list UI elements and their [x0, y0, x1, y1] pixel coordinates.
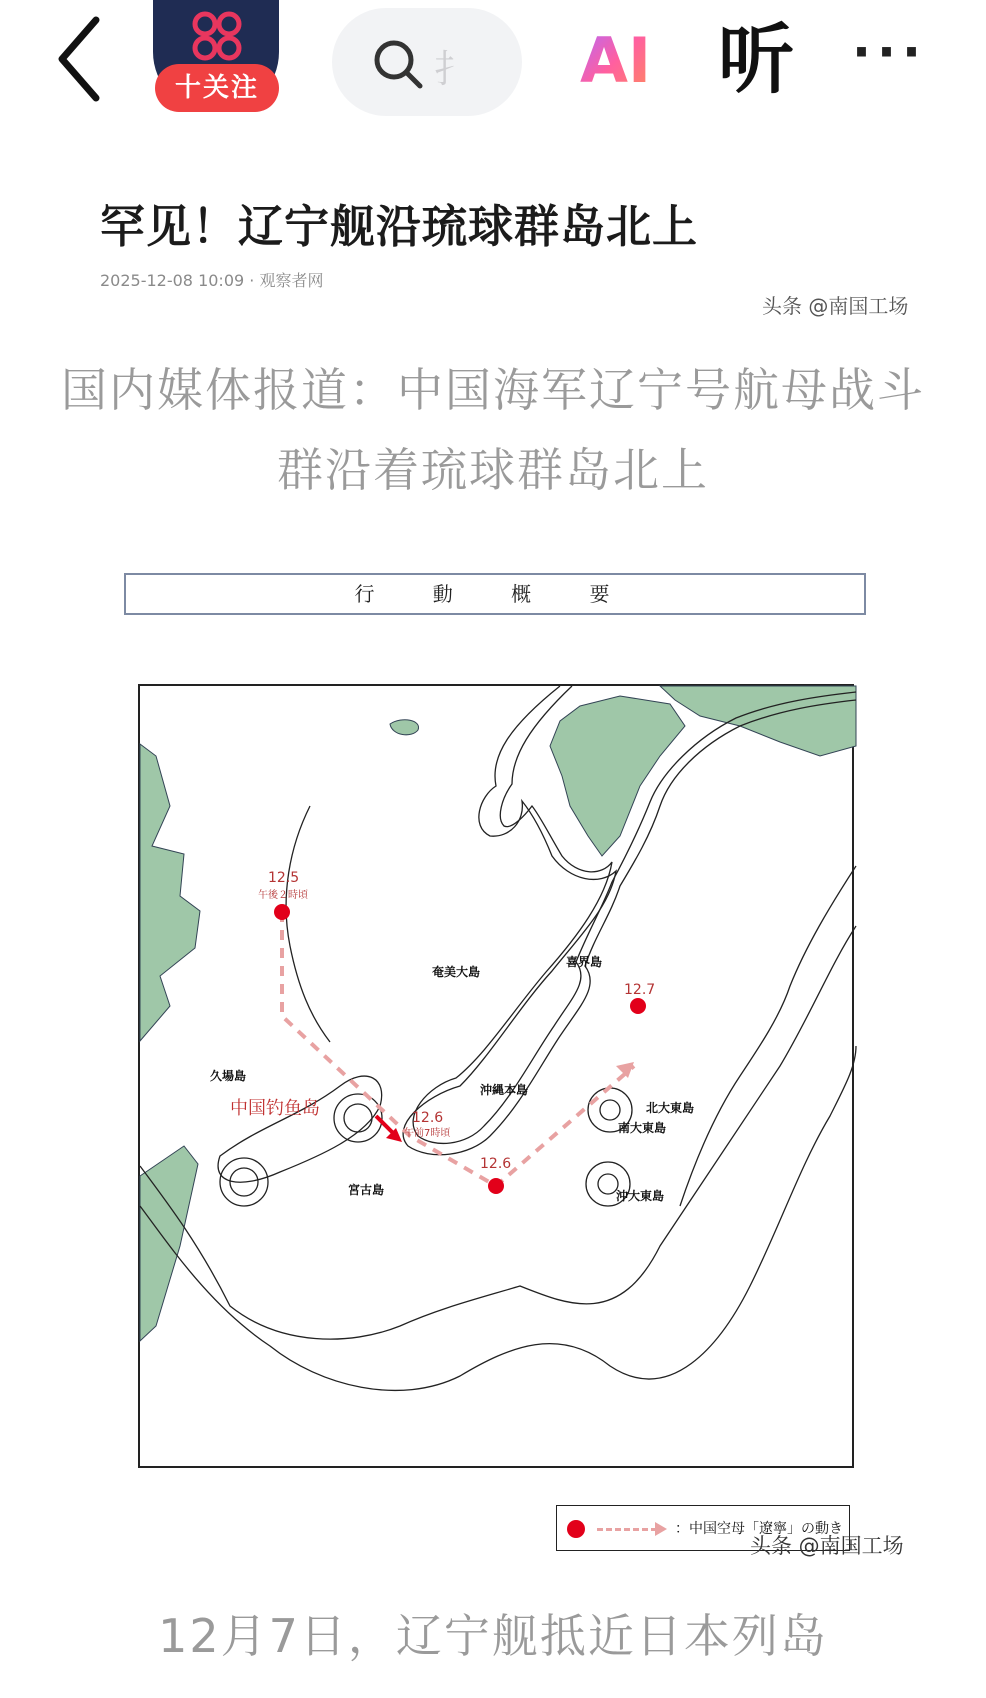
search-placeholder: 扌 — [434, 47, 473, 91]
label-kuba: 久場島 — [210, 1069, 247, 1083]
label-amami: 奄美大島 — [432, 965, 481, 979]
legend-text: ：中国空母「遼寧」の動き — [675, 1521, 843, 1537]
label-12-5-time: 午後２時頃 — [258, 890, 308, 901]
article-meta: 2025-12-08 10:09 · 观察者网 — [100, 271, 324, 290]
territorial-lines — [140, 686, 856, 1390]
point-12-5 — [274, 904, 290, 920]
label-12-6-b: 12.6 — [480, 1156, 512, 1172]
label-minamidaito: 南大東島 — [618, 1121, 667, 1135]
article-subheading: 国内媒体报道：中国海军辽宁号航母战斗群沿着琉球群岛北上 — [61, 363, 925, 497]
label-12-6-a-time: 午前7時頃 — [404, 1128, 451, 1139]
back-icon[interactable] — [52, 14, 112, 104]
listen-button[interactable]: 听 — [718, 15, 794, 104]
image-caption: 12月7日，辽宁舰抵近日本列岛 — [158, 1609, 828, 1663]
follow-button[interactable]: 十关注 — [155, 64, 279, 112]
point-12-6 — [488, 1178, 504, 1194]
label-okinawa: 沖縄本島 — [480, 1083, 529, 1097]
taiwan — [140, 1146, 198, 1341]
label-kikai: 喜界島 — [566, 955, 603, 969]
legend-route-icon — [597, 1528, 657, 1531]
avatar-logo-icon — [189, 8, 245, 64]
figure-title: 行 動 概 要 — [124, 573, 866, 615]
search-bar[interactable] — [332, 8, 522, 116]
jeju — [390, 720, 419, 735]
watermark-top: 头条 @南国工场 — [762, 294, 909, 318]
label-kitadaito: 北大東島 — [646, 1101, 695, 1115]
watermark-bottom: 头条 @南国工场 — [750, 1534, 904, 1558]
route-map — [138, 684, 854, 1468]
article-headline: 罕见！辽宁舰沿琉球群岛北上 — [100, 200, 699, 253]
route-line — [282, 912, 634, 1186]
top-bar — [0, 0, 986, 120]
legend-point-icon — [567, 1520, 585, 1538]
more-icon[interactable]: ··· — [852, 23, 927, 81]
svg-text:AI: AI — [580, 24, 652, 97]
label-12-5: 12.5 — [268, 870, 300, 886]
label-12-7: 12.7 — [624, 982, 656, 998]
search-icon — [372, 38, 424, 90]
label-okidaito: 沖大東島 — [616, 1189, 665, 1203]
honshu — [660, 686, 856, 756]
label-miyako: 宮古島 — [348, 1183, 385, 1197]
ai-icon[interactable] — [578, 20, 658, 100]
china-coast — [140, 744, 200, 1041]
legend-arrow-icon — [655, 1522, 667, 1536]
label-diaoyu: 中国钓鱼岛 — [230, 1098, 320, 1119]
label-12-6-a: 12.6 — [412, 1110, 444, 1126]
point-12-7 — [630, 998, 646, 1014]
